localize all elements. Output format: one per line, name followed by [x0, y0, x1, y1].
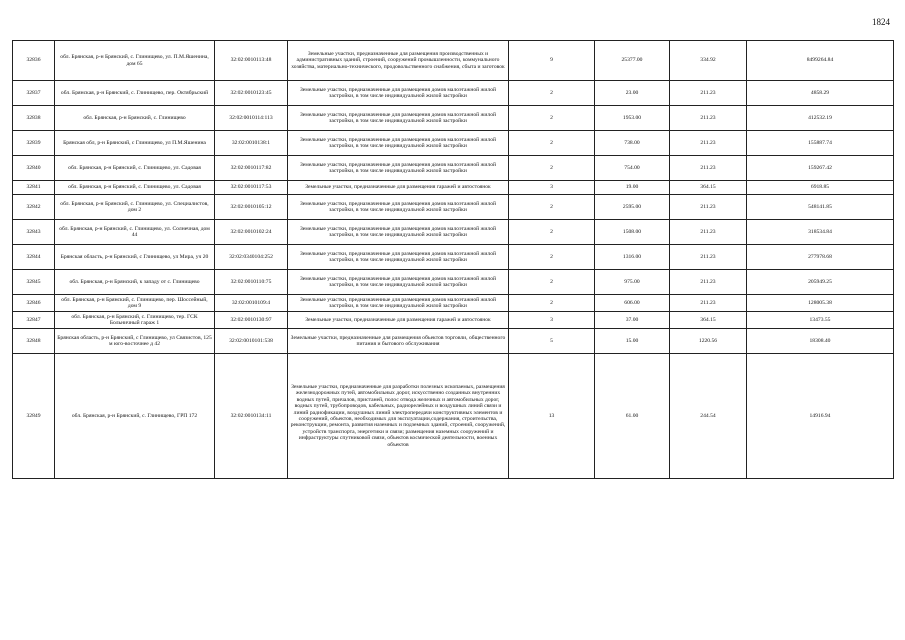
area-cell: 15.00: [595, 329, 670, 354]
address-cell: обл. Брянская, р-н Брянский, с. Глинищево: [55, 106, 215, 131]
cadastral-number: 32:02:0010113:48: [215, 41, 288, 81]
use-code: 2: [509, 106, 595, 131]
use-code: 2: [509, 195, 595, 220]
cadastral-number: 32:02:0010130:97: [215, 312, 288, 329]
rate-cell: 211.23: [670, 131, 747, 156]
rate-cell: 211.23: [670, 270, 747, 295]
address-cell: обл. Брянская, р-н Брянский, с. Глинищево, ул. Садовая: [55, 156, 215, 181]
rate-cell: 334.92: [670, 41, 747, 81]
address-cell: Брянская область, р-н Брянский, с Глинищево, ул Связистов, 125 м юго-восточнее д 42: [55, 329, 215, 354]
use-code: 2: [509, 220, 595, 245]
land-use-description: Земельные участки, предназначенные для размещения домов малоэтажной жилой застройки, в том числе индивидуальной жилой застройки: [288, 270, 509, 295]
use-code: 2: [509, 245, 595, 270]
table-row: [13, 81, 894, 106]
table-row: [13, 329, 894, 354]
address-cell: обл. Брянская, р-н Брянский, с. Глинищево, пер. Шоссейный, дом 9: [55, 295, 215, 312]
record-id: 32844: [13, 245, 55, 270]
cadastral-number: 32:02:0010134:11: [215, 354, 288, 479]
table-row: [13, 195, 894, 220]
rate-cell: 211.23: [670, 81, 747, 106]
use-code: 2: [509, 81, 595, 106]
area-cell: 606.00: [595, 295, 670, 312]
record-id: 32847: [13, 312, 55, 329]
area-cell: 19.00: [595, 181, 670, 195]
cadastral-value: 548141.85: [747, 195, 894, 220]
area-cell: 2595.00: [595, 195, 670, 220]
table-row: [13, 181, 894, 195]
rate-cell: 364.15: [670, 312, 747, 329]
address-cell: обл. Брянская, р-н Брянский, с. Глинищево, тер. ГСК Больничный гараж 1: [55, 312, 215, 329]
cadastral-number: 32:02:0010105:12: [215, 195, 288, 220]
address-cell: обл. Брянская, р-н Брянский, с. Глинищево, пер. Октябрьский: [55, 81, 215, 106]
land-use-description: Земельные участки, предназначенные для размещения домов малоэтажной жилой застройки, в том числе индивидуальной жилой застройки: [288, 81, 509, 106]
address-cell: обл. Брянская, р-н Брянский, с. Глинищево, ул. Специалистов, дом 2: [55, 195, 215, 220]
address-cell: обл. Брянская, р-н Брянский, с. Глинищево, ул. Садовая: [55, 181, 215, 195]
use-code: 3: [509, 181, 595, 195]
table-row: [13, 220, 894, 245]
address-cell: Брянская область, р-н Брянский, с Глинищево, ул Мира, уч 20: [55, 245, 215, 270]
cadastral-number: 32:02:0010114:113: [215, 106, 288, 131]
page-number: 1824: [872, 17, 890, 27]
cadastral-number: 32:02:0010117:82: [215, 156, 288, 181]
cadastral-number: 32:02:0340104:252: [215, 245, 288, 270]
cadastral-value: 205949.25: [747, 270, 894, 295]
area-cell: 1316.00: [595, 245, 670, 270]
record-id: 32840: [13, 156, 55, 181]
rate-cell: 211.23: [670, 245, 747, 270]
cadastral-number: 32:02:0010117:53: [215, 181, 288, 195]
land-registry-table: [12, 40, 894, 479]
land-use-description: Земельные участки, предназначенные для размещения домов малоэтажной жилой застройки, в том числе индивидуальной жилой застройки: [288, 156, 509, 181]
cadastral-value: 412532.19: [747, 106, 894, 131]
record-id: 32849: [13, 354, 55, 479]
cadastral-value: 277978.68: [747, 245, 894, 270]
rate-cell: 211.23: [670, 106, 747, 131]
rate-cell: 211.23: [670, 195, 747, 220]
use-code: 2: [509, 270, 595, 295]
table-row: [13, 41, 894, 81]
table-row: [13, 156, 894, 181]
cadastral-value: 318534.84: [747, 220, 894, 245]
record-id: 32846: [13, 295, 55, 312]
land-use-description: Земельные участки, предназначенные для размещения домов малоэтажной жилой застройки, в том числе индивидуальной жилой застройки: [288, 106, 509, 131]
cadastral-value: 13473.55: [747, 312, 894, 329]
cadastral-value: 128005.38: [747, 295, 894, 312]
table-row: [13, 312, 894, 329]
use-code: 3: [509, 312, 595, 329]
use-code: 13: [509, 354, 595, 479]
rate-cell: 1220.56: [670, 329, 747, 354]
area-cell: 25377.00: [595, 41, 670, 81]
cadastral-number: 32:02:0010138:1: [215, 131, 288, 156]
record-id: 32848: [13, 329, 55, 354]
land-use-description: Земельные участки, предназначенные для размещения домов малоэтажной жилой застройки, в том числе индивидуальной жилой застройки: [288, 131, 509, 156]
cadastral-value: 159267.42: [747, 156, 894, 181]
area-cell: 23.00: [595, 81, 670, 106]
area-cell: 754.00: [595, 156, 670, 181]
table-row: [13, 131, 894, 156]
land-use-description: Земельные участки, предназначенные для размещения гаражей и автостоянок: [288, 312, 509, 329]
cadastral-value: 6918.85: [747, 181, 894, 195]
area-cell: 37.00: [595, 312, 670, 329]
rate-cell: 211.23: [670, 220, 747, 245]
cadastral-number: 32:02:0010123:45: [215, 81, 288, 106]
cadastral-number: 32:02:0010109:4: [215, 295, 288, 312]
cadastral-number: 32:02:0010101:538: [215, 329, 288, 354]
land-use-description: Земельные участки, предназначенные для размещения домов малоэтажной жилой застройки, в том числе индивидуальной жилой застройки: [288, 245, 509, 270]
record-id: 32845: [13, 270, 55, 295]
cadastral-value: 155887.74: [747, 131, 894, 156]
use-code: 2: [509, 295, 595, 312]
cadastral-number: 32:02:0010110:75: [215, 270, 288, 295]
cadastral-number: 32:02:0010102:24: [215, 220, 288, 245]
area-cell: 1508.00: [595, 220, 670, 245]
land-use-description: Земельные участки, предназначенные для размещения гаражей и автостоянок: [288, 181, 509, 195]
record-id: 32841: [13, 181, 55, 195]
address-cell: обл. Брянская, р-н Брянский, с. Глинищево, ул. Солнечная, дом 44: [55, 220, 215, 245]
table-row: [13, 270, 894, 295]
rate-cell: 211.23: [670, 295, 747, 312]
area-cell: 975.00: [595, 270, 670, 295]
area-cell: 1953.00: [595, 106, 670, 131]
address-cell: обл. Брянская, р-н Брянский, с. Глинищево, ул. П.М.Яшенина, дом 65: [55, 41, 215, 81]
rate-cell: 211.23: [670, 156, 747, 181]
land-use-description: Земельные участки, предназначенные для размещения производственных и административных зданий, строений, сооружений промышленности, коммунального хозяйства, материально-технического, продовольственного снабжения, сбыта и заготовок: [288, 41, 509, 81]
land-use-description: Земельные участки, предназначенные для размещения домов малоэтажной жилой застройки, в том числе индивидуальной жилой застройки: [288, 220, 509, 245]
address-cell: обл. Брянская, р-н Брянский, к западу от с. Глинищево: [55, 270, 215, 295]
land-use-description: Земельные участки, предназначенные для размещения домов малоэтажной жилой застройки, в том числе индивидуальной жилой застройки: [288, 195, 509, 220]
record-id: 32839: [13, 131, 55, 156]
record-id: 32842: [13, 195, 55, 220]
cadastral-value: 4858.29: [747, 81, 894, 106]
use-code: 5: [509, 329, 595, 354]
area-cell: 738.00: [595, 131, 670, 156]
land-use-description: Земельные участки, предназначенные для разработки полезных ископаемых, размещения железнодорожных путей, автомобильных дорог, искусственно созданных внутренних водных путей, причалов, пристаней, полос отвода железных и автомобильных дорог, водных путей, трубопроводов, кабельных, радиорелейных и воздушных линий связи и линий радиофикации, воздушных линий электропередачи конструктивных элементов и сооружений, объектов, необходимых для эксплуатации,содержания, строительства, реконструкции, ремонта, развития наземных и подземных зданий, строений, сооружений, устройств транспорта, энергетики и связи; размещения наземных сооружений и инфраструктуры спутниковой связи, объектов космической деятельности, военных объектов: [288, 354, 509, 479]
use-code: 9: [509, 41, 595, 81]
use-code: 2: [509, 156, 595, 181]
address-cell: обл. Брянская, р-н Брянский, с. Глинищево, ГРП 172: [55, 354, 215, 479]
cadastral-value: 18308.40: [747, 329, 894, 354]
table-row: [13, 354, 894, 479]
record-id: 32837: [13, 81, 55, 106]
cadastral-value: 8499264.84: [747, 41, 894, 81]
address-cell: Брянская обл, р-н Брянский, с Глинищево, ул П.М.Яшенина: [55, 131, 215, 156]
table-row: [13, 295, 894, 312]
land-use-description: Земельные участки, предназначенные для размещения домов малоэтажной жилой застройки, в том числе индивидуальной жилой застройки: [288, 295, 509, 312]
land-use-description: Земельные участки, предназначенные для размещения объектов торговли, общественного питания и бытового обслуживания: [288, 329, 509, 354]
rate-cell: 364.15: [670, 181, 747, 195]
use-code: 2: [509, 131, 595, 156]
rate-cell: 244.54: [670, 354, 747, 479]
cadastral-value: 14916.94: [747, 354, 894, 479]
record-id: 32843: [13, 220, 55, 245]
table-row: [13, 245, 894, 270]
table-row: [13, 106, 894, 131]
area-cell: 61.00: [595, 354, 670, 479]
record-id: 32838: [13, 106, 55, 131]
record-id: 32836: [13, 41, 55, 81]
